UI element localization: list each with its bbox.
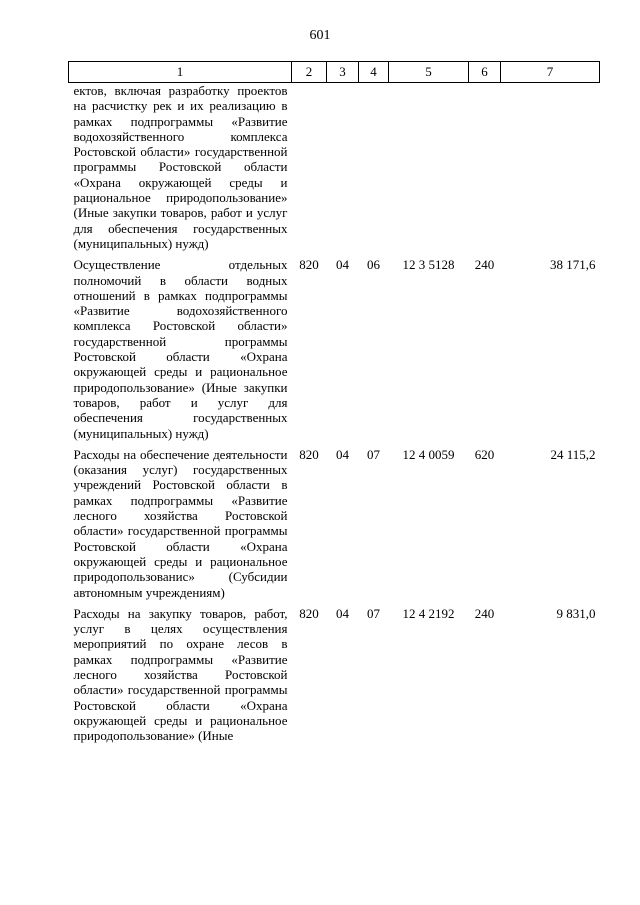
page-number: 601 <box>309 28 331 43</box>
row-expense-type: 240 <box>474 605 495 621</box>
table-row <box>69 600 600 744</box>
table-row <box>69 251 600 441</box>
table-header-row <box>69 62 600 83</box>
row-expense-type: 240 <box>474 257 495 273</box>
row-description: Осуществление отдельных полномочий в области водных отношений в рамках подпрограммы «Развитие водохозяйственного комплекса Ростовской области» государственной программы Ростовской области «Охрана окружающей среды и рациональное природопользование» (Иные закупки товаров, работ и услуг для обеспечения государственных (муниципальных) нужд) <box>73 257 288 441</box>
row-ministry-code: 820 <box>299 446 319 462</box>
row-section-code: 04 <box>336 605 349 621</box>
column-header: 1 <box>69 62 292 83</box>
row-target-code <box>389 83 469 252</box>
row-amount: 38 171,6 <box>550 257 596 273</box>
row-target-code: 12 3 5128 <box>402 257 455 273</box>
budget-table <box>68 61 600 743</box>
row-subsection-code: 07 <box>367 446 380 462</box>
column-header: 7 <box>501 62 600 83</box>
column-header: 4 <box>359 62 389 83</box>
row-subsection-code: 07 <box>367 605 380 621</box>
row-section-code <box>327 83 359 252</box>
row-amount: 24 115,2 <box>550 446 596 462</box>
column-header: 6 <box>469 62 501 83</box>
row-expense-type: 620 <box>474 446 495 462</box>
table-row <box>69 441 600 600</box>
row-ministry-code <box>292 83 327 252</box>
row-target-code: 12 4 0059 <box>402 446 455 462</box>
row-expense-type <box>469 83 501 252</box>
row-description: Расходы на закупку товаров, работ, услуг в целях осуществления мероприятий по охране лесов в рамках подпрограммы «Развитие лесного хозяйства Ростовской области» государственной программы Ростовской области «Охрана окружающей среды и рациональное природопользование» (Иные <box>73 605 288 744</box>
column-header: 2 <box>292 62 327 83</box>
column-header: 5 <box>389 62 469 83</box>
row-subsection-code: 06 <box>367 257 380 273</box>
row-amount: 9 831,0 <box>556 605 596 621</box>
row-section-code: 04 <box>336 446 349 462</box>
table-row <box>69 83 600 252</box>
row-ministry-code: 820 <box>299 605 319 621</box>
row-description: ектов, включая разработку проектов на расчистку рек и их реализацию в рамках подпрограммы «Развитие водохозяйственного комплекса Ростовской области» государственной программы Ростовской области «Охрана окружающей среды и рациональное природопользование» (Иные закупки товаров, работ и услуг для обеспечения государственных (муниципальных) нужд) <box>73 83 288 251</box>
row-target-code: 12 4 2192 <box>402 605 455 621</box>
row-subsection-code <box>359 83 389 252</box>
row-section-code: 04 <box>336 257 349 273</box>
row-amount <box>501 83 600 252</box>
row-description: Расходы на обеспечение деятельности (оказания услуг) государственных учреждений Ростовской области в рамках подпрограммы «Развитие лесного хозяйства Ростовской области» государственной программы Ростовской области «Охрана окружающей среды и рациональное природопользованис» (Субсидии автономным учреждениям) <box>73 446 288 600</box>
row-ministry-code: 820 <box>299 257 319 273</box>
column-header: 3 <box>327 62 359 83</box>
